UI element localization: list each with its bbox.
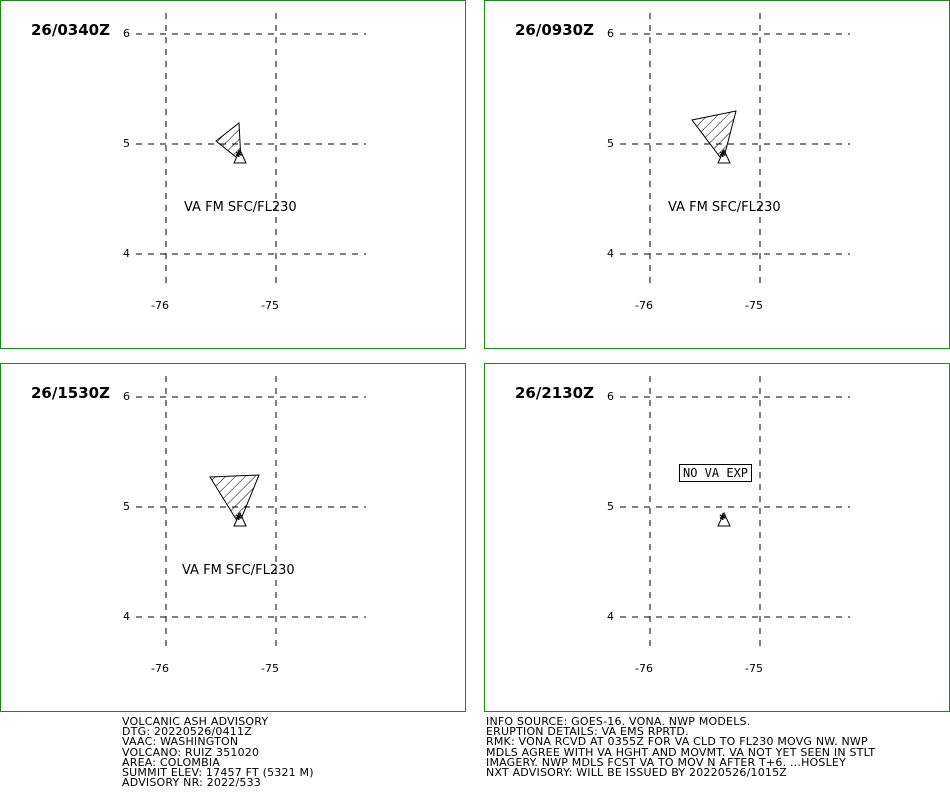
lon-tick-label: -76 [151, 662, 169, 675]
advisory-line: DTG: 20220526/0411Z [122, 725, 252, 739]
lat-tick-label: 5 [607, 137, 614, 150]
va-level-label: VA FM SFC/FL230 [184, 200, 297, 215]
lat-tick-label: 6 [123, 390, 130, 403]
panel-time: 26/2130Z [515, 384, 594, 402]
lat-tick-label: 6 [607, 390, 614, 403]
lon-tick-label: -76 [151, 299, 169, 312]
lat-tick-label: 4 [123, 247, 130, 260]
volcano-marker-icon: ✱ [235, 150, 243, 160]
lat-tick-label: 6 [607, 27, 614, 40]
volcano-marker-icon: ✱ [235, 513, 243, 523]
panel-time: 26/0340Z [31, 21, 110, 39]
lat-tick-label: 4 [123, 610, 130, 623]
advisory-line: NXT ADVISORY: WILL BE ISSUED BY 20220526/1015Z [486, 765, 788, 779]
advisory-line: MDLS AGREE WITH VA HGHT AND MOVMT. VA NOT YET SEEN IN STLT [486, 745, 876, 759]
lat-tick-label: 6 [123, 27, 130, 40]
map-graphics-1 [1, 1, 466, 349]
map-graphics-2 [485, 1, 950, 349]
advisory-line: ERUPTION DETAILS: VA EMS RPRTD. [486, 725, 689, 739]
panel-time: 26/1530Z [31, 384, 110, 402]
lon-tick-label: -76 [635, 299, 653, 312]
lat-tick-label: 5 [123, 137, 130, 150]
advisory-right-block [486, 717, 875, 778]
map-panel-3 [0, 363, 466, 712]
advisory-line: RMK: VONA RCVD AT 0355Z FOR VA CLD TO FL230 MOVG NW. NWP [486, 735, 868, 749]
advisory-line: VOLCANIC ASH ADVISORY [122, 715, 269, 728]
va-level-label: VA FM SFC/FL230 [668, 200, 781, 215]
advisory-line: INFO SOURCE: GOES-16. VONA. NWP MODELS. [486, 715, 751, 728]
advisory-line: VOLCANO: RUIZ 351020 [122, 745, 260, 759]
volcano-marker-icon: ✱ [719, 150, 727, 160]
lat-tick-label: 4 [607, 610, 614, 623]
map-panel-4 [484, 363, 950, 712]
no-va-expected-label: NO VA EXP [679, 464, 752, 482]
map-panel-1 [0, 0, 466, 349]
ash-cloud-polygon [692, 111, 736, 161]
advisory-line: ADVISORY NR: 2022/533 [122, 776, 261, 790]
map-graphics-4 [485, 364, 950, 712]
lon-tick-label: -75 [745, 299, 763, 312]
advisory-line: SUMMIT ELEV: 17457 FT (5321 M) [122, 765, 314, 779]
volcano-marker-icon: ✱ [719, 513, 727, 523]
map-graphics-3 [1, 364, 466, 712]
lon-tick-label: -75 [261, 662, 279, 675]
lat-tick-label: 5 [607, 500, 614, 513]
advisory-left-block [122, 717, 314, 788]
lat-tick-label: 4 [607, 247, 614, 260]
lat-tick-label: 5 [123, 500, 130, 513]
advisory-line: AREA: COLOMBIA [122, 755, 220, 769]
map-panel-2 [484, 0, 950, 349]
advisory-line: VAAC: WASHINGTON [122, 735, 239, 749]
va-level-label: VA FM SFC/FL230 [182, 563, 295, 578]
lon-tick-label: -75 [745, 662, 763, 675]
panel-time: 26/0930Z [515, 21, 594, 39]
lon-tick-label: -76 [635, 662, 653, 675]
advisory-line: IMAGERY. NWP MDLS FCST VA TO MOV N AFTER T+6. ...HOSLEY [486, 755, 846, 769]
lon-tick-label: -75 [261, 299, 279, 312]
